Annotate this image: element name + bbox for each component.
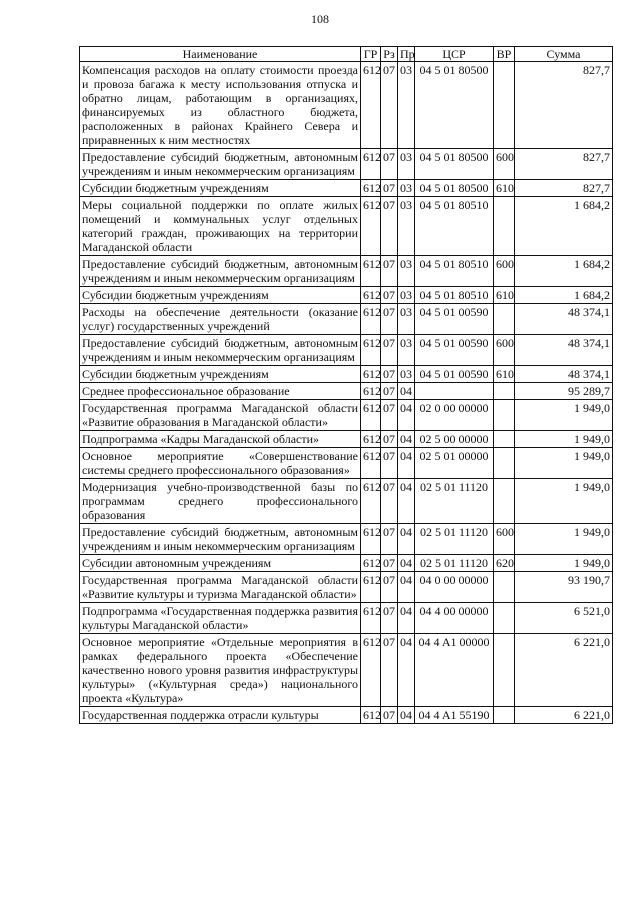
cell-pr: 04 (398, 479, 415, 524)
cell-csr: 04 5 01 80500 (415, 62, 494, 149)
header-csr: ЦСР (415, 47, 494, 62)
cell-name: Субсидии бюджетным учреждениям (80, 366, 361, 383)
cell-gr: 612 (361, 287, 381, 304)
cell-sum: 827,7 (515, 62, 613, 149)
cell-sum: 95 289,7 (515, 383, 613, 400)
cell-csr: 04 5 01 00590 (415, 366, 494, 383)
cell-sum: 1 949,0 (515, 400, 613, 431)
cell-rz: 07 (381, 256, 398, 287)
cell-vr (494, 479, 515, 524)
cell-name: Компенсация расходов на оплату стоимости проезда и провоза багажа к месту использования отпуска и обратно лицам, работающим в организациях, финансируемых из областного бюджета, расположенных в районах Крайнего Севера и приравненных к ним местностях (80, 62, 361, 149)
cell-gr: 612 (361, 180, 381, 197)
cell-pr: 04 (398, 707, 415, 724)
table-row (80, 304, 613, 335)
cell-pr: 04 (398, 383, 415, 400)
table-header-row (80, 47, 613, 62)
cell-name: Предоставление субсидий бюджетным, автономным учреждениям и иным некоммерческим организациям (80, 524, 361, 555)
table-row (80, 524, 613, 555)
cell-gr: 612 (361, 335, 381, 366)
cell-csr: 02 5 01 11120 (415, 479, 494, 524)
cell-csr: 02 5 01 00000 (415, 448, 494, 479)
table-row (80, 366, 613, 383)
header-pr: Пр (398, 47, 415, 62)
cell-csr: 02 0 00 00000 (415, 400, 494, 431)
cell-rz: 07 (381, 524, 398, 555)
cell-pr: 03 (398, 335, 415, 366)
cell-rz: 07 (381, 149, 398, 180)
table-body (80, 62, 613, 724)
cell-pr: 04 (398, 524, 415, 555)
header-name: Наименование (80, 47, 361, 62)
cell-name: Субсидии бюджетным учреждениям (80, 287, 361, 304)
table-row (80, 180, 613, 197)
cell-sum: 1 949,0 (515, 479, 613, 524)
cell-rz: 07 (381, 603, 398, 634)
cell-rz: 07 (381, 304, 398, 335)
cell-rz: 07 (381, 62, 398, 149)
cell-vr: 600 (494, 524, 515, 555)
cell-csr: 04 5 01 00590 (415, 304, 494, 335)
cell-rz: 07 (381, 431, 398, 448)
cell-sum: 6 521,0 (515, 603, 613, 634)
cell-sum: 6 221,0 (515, 634, 613, 707)
table-row (80, 62, 613, 149)
table-row (80, 448, 613, 479)
cell-sum: 93 190,7 (515, 572, 613, 603)
cell-csr: 04 4 A1 00000 (415, 634, 494, 707)
cell-name: Предоставление субсидий бюджетным, автономным учреждениям и иным некоммерческим организациям (80, 149, 361, 180)
cell-vr (494, 431, 515, 448)
cell-gr: 612 (361, 149, 381, 180)
page-number: 108 (311, 12, 329, 26)
header-vr: ВР (494, 47, 515, 62)
table-row (80, 197, 613, 256)
cell-vr: 600 (494, 335, 515, 366)
cell-rz: 07 (381, 479, 398, 524)
cell-vr (494, 707, 515, 724)
cell-gr: 612 (361, 304, 381, 335)
cell-sum: 48 374,1 (515, 366, 613, 383)
cell-gr: 612 (361, 555, 381, 572)
cell-sum: 1 684,2 (515, 256, 613, 287)
table-row (80, 555, 613, 572)
cell-vr (494, 448, 515, 479)
cell-vr: 610 (494, 287, 515, 304)
cell-pr: 03 (398, 366, 415, 383)
cell-vr (494, 603, 515, 634)
table-row (80, 335, 613, 366)
cell-name: Среднее профессиональное образование (80, 383, 361, 400)
table-row (80, 707, 613, 724)
cell-csr: 04 4 A1 55190 (415, 707, 494, 724)
cell-sum: 6 221,0 (515, 707, 613, 724)
cell-rz: 07 (381, 180, 398, 197)
cell-gr: 612 (361, 366, 381, 383)
table-row (80, 149, 613, 180)
cell-pr: 04 (398, 431, 415, 448)
cell-csr: 04 5 01 80500 (415, 149, 494, 180)
cell-vr (494, 197, 515, 256)
cell-csr: 04 5 01 00590 (415, 335, 494, 366)
cell-vr (494, 634, 515, 707)
cell-gr: 612 (361, 707, 381, 724)
cell-sum: 1 949,0 (515, 448, 613, 479)
cell-rz: 07 (381, 555, 398, 572)
cell-name: Субсидии автономным учреждениям (80, 555, 361, 572)
cell-name: Государственная программа Магаданской области «Развитие образования в Магаданской области» (80, 400, 361, 431)
cell-sum: 827,7 (515, 180, 613, 197)
cell-vr (494, 400, 515, 431)
header-gr: ГР (361, 47, 381, 62)
table-row (80, 431, 613, 448)
cell-gr: 612 (361, 524, 381, 555)
cell-vr (494, 572, 515, 603)
cell-vr: 600 (494, 256, 515, 287)
cell-vr: 600 (494, 149, 515, 180)
cell-csr: 04 5 01 80500 (415, 180, 494, 197)
cell-rz: 07 (381, 287, 398, 304)
cell-rz: 07 (381, 400, 398, 431)
cell-name: Субсидии бюджетным учреждениям (80, 180, 361, 197)
table-row (80, 400, 613, 431)
cell-gr: 612 (361, 603, 381, 634)
cell-pr: 03 (398, 149, 415, 180)
cell-rz: 07 (381, 366, 398, 383)
cell-sum: 1 684,2 (515, 287, 613, 304)
table-row (80, 256, 613, 287)
cell-rz: 07 (381, 572, 398, 603)
cell-csr: 04 4 00 00000 (415, 603, 494, 634)
cell-csr: 02 5 01 11120 (415, 524, 494, 555)
cell-gr: 612 (361, 572, 381, 603)
cell-name: Государственная программа Магаданской области «Развитие культуры и туризма Магаданской области» (80, 572, 361, 603)
cell-name: Основное мероприятие «Отдельные мероприятия в рамках федерального проекта «Обеспечение качественно нового уровня развития инфраструктуры культуры» («Культурная среда») национального проекта «Культура» (80, 634, 361, 707)
header-rz: Рз (381, 47, 398, 62)
cell-sum: 827,7 (515, 149, 613, 180)
cell-pr: 04 (398, 555, 415, 572)
cell-name: Подпрограмма «Государственная поддержка развития культуры Магаданской области» (80, 603, 361, 634)
cell-name: Меры социальной поддержки по оплате жилых помещений и коммунальных услуг отдельных категорий граждан, проживающих на территории Магаданской области (80, 197, 361, 256)
cell-gr: 612 (361, 479, 381, 524)
cell-pr: 04 (398, 603, 415, 634)
cell-rz: 07 (381, 448, 398, 479)
cell-pr: 03 (398, 180, 415, 197)
cell-name: Предоставление субсидий бюджетным, автономным учреждениям и иным некоммерческим организациям (80, 256, 361, 287)
cell-sum: 1 949,0 (515, 524, 613, 555)
cell-vr: 610 (494, 366, 515, 383)
cell-pr: 03 (398, 197, 415, 256)
cell-vr: 610 (494, 180, 515, 197)
cell-gr: 612 (361, 431, 381, 448)
cell-gr: 612 (361, 62, 381, 149)
cell-name: Государственная поддержка отрасли культуры (80, 707, 361, 724)
table-row (80, 634, 613, 707)
table-row (80, 603, 613, 634)
cell-pr: 04 (398, 572, 415, 603)
header-sum: Сумма (515, 47, 613, 62)
cell-pr: 04 (398, 634, 415, 707)
cell-vr (494, 304, 515, 335)
table-row (80, 572, 613, 603)
cell-pr: 04 (398, 448, 415, 479)
cell-gr: 612 (361, 634, 381, 707)
budget-table (79, 46, 613, 724)
cell-rz: 07 (381, 335, 398, 366)
cell-csr (415, 383, 494, 400)
cell-sum: 1 684,2 (515, 197, 613, 256)
cell-sum: 1 949,0 (515, 555, 613, 572)
cell-pr: 03 (398, 62, 415, 149)
cell-sum: 1 949,0 (515, 431, 613, 448)
cell-name: Расходы на обеспечение деятельности (оказание услуг) государственных учреждений (80, 304, 361, 335)
cell-rz: 07 (381, 634, 398, 707)
table-row (80, 383, 613, 400)
cell-vr: 620 (494, 555, 515, 572)
cell-gr: 612 (361, 256, 381, 287)
cell-rz: 07 (381, 707, 398, 724)
cell-sum: 48 374,1 (515, 335, 613, 366)
cell-gr: 612 (361, 197, 381, 256)
cell-name: Предоставление субсидий бюджетным, автономным учреждениям и иным некоммерческим организациям (80, 335, 361, 366)
cell-pr: 03 (398, 304, 415, 335)
cell-name: Основное мероприятие «Совершенствование системы среднего профессионального образования» (80, 448, 361, 479)
cell-pr: 03 (398, 256, 415, 287)
table-row (80, 287, 613, 304)
cell-csr: 04 0 00 00000 (415, 572, 494, 603)
cell-vr (494, 62, 515, 149)
cell-csr: 04 5 01 80510 (415, 197, 494, 256)
cell-rz: 07 (381, 383, 398, 400)
cell-vr (494, 383, 515, 400)
cell-gr: 612 (361, 400, 381, 431)
cell-rz: 07 (381, 197, 398, 256)
cell-name: Подпрограмма «Кадры Магаданской области» (80, 431, 361, 448)
table-row (80, 479, 613, 524)
cell-csr: 02 5 01 11120 (415, 555, 494, 572)
cell-csr: 04 5 01 80510 (415, 256, 494, 287)
cell-pr: 04 (398, 400, 415, 431)
cell-gr: 612 (361, 383, 381, 400)
cell-gr: 612 (361, 448, 381, 479)
cell-csr: 02 5 00 00000 (415, 431, 494, 448)
cell-sum: 48 374,1 (515, 304, 613, 335)
cell-name: Модернизация учебно-производственной базы по программам среднего профессионального образования (80, 479, 361, 524)
cell-csr: 04 5 01 80510 (415, 287, 494, 304)
cell-pr: 03 (398, 287, 415, 304)
